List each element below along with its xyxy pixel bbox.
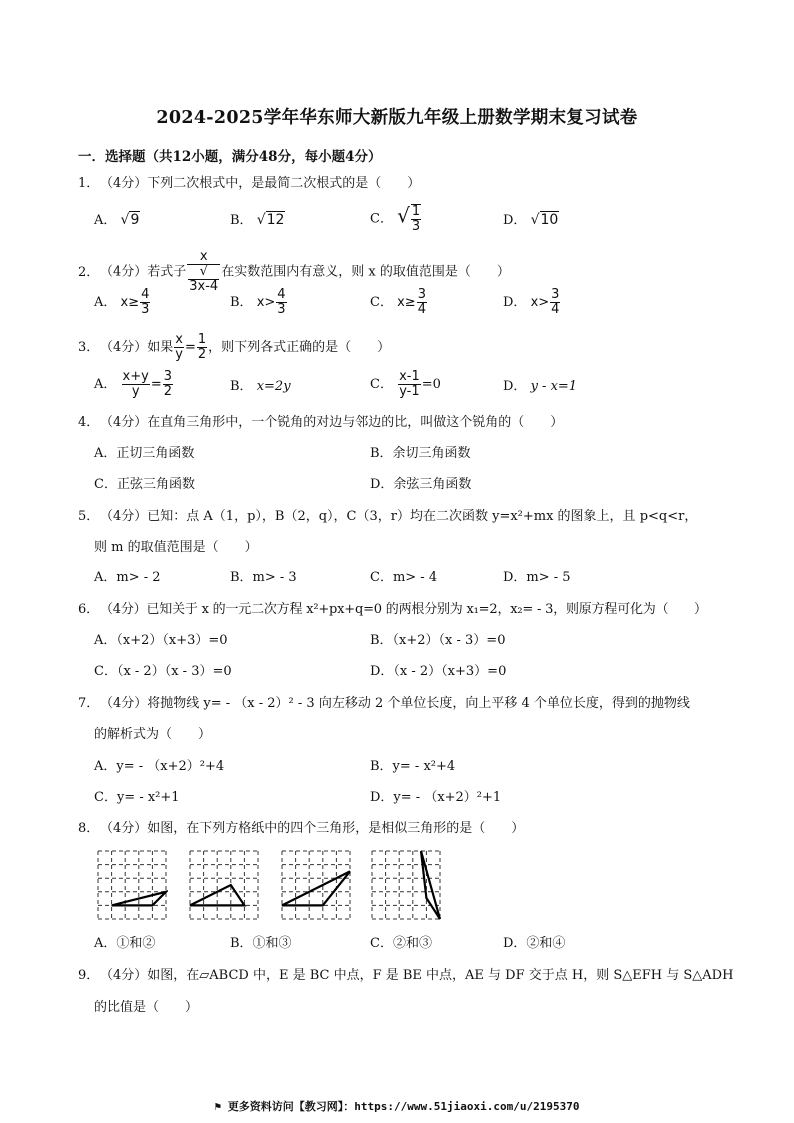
option-label: D． bbox=[503, 295, 527, 310]
question-3 bbox=[78, 333, 390, 362]
option-c[interactable]: C．正弦三角函数 bbox=[94, 477, 195, 492]
option-a[interactable] bbox=[94, 210, 140, 231]
question-number: 9． bbox=[78, 968, 100, 983]
question-number: 6． bbox=[78, 602, 99, 617]
option-b[interactable] bbox=[230, 288, 288, 317]
option-label: B． bbox=[230, 295, 253, 310]
option-label: A． bbox=[94, 295, 117, 310]
option-d[interactable]: D．②和④ bbox=[503, 936, 566, 951]
option-label: B． bbox=[230, 379, 253, 394]
question-text: （4分）如果 bbox=[100, 340, 174, 355]
option-b[interactable] bbox=[230, 210, 285, 231]
option-c[interactable] bbox=[370, 288, 428, 317]
grid-figure-2 bbox=[188, 849, 260, 921]
option-b[interactable]: B．y= - x²+4 bbox=[370, 759, 456, 774]
grid-figure-3 bbox=[280, 849, 352, 921]
fraction bbox=[140, 288, 150, 317]
option-b[interactable]: B．余切三角函数 bbox=[370, 446, 471, 461]
fraction bbox=[276, 288, 286, 317]
option-c[interactable]: C．（x - 2）（x - 3）=0 bbox=[94, 664, 232, 679]
denominator: 4 bbox=[551, 302, 560, 317]
question-text: （4分）如图，在▱ABCD 中，E 是 BC 中点，F 是 BE 中点，AE 与 DF 交于点 H，则 S△EFH 与 S△ADH bbox=[100, 968, 734, 983]
question-text: （4分）已知：点 A（1，p），B（2，q），C（3，r）均在二次函数 y=x²+mx 的图象上，且 p<q<r， bbox=[100, 509, 698, 524]
numerator: 3 bbox=[163, 369, 172, 384]
fraction bbox=[187, 250, 220, 294]
option-text: y - x=1 bbox=[530, 379, 578, 394]
option-c[interactable] bbox=[370, 370, 441, 399]
section-heading: 一．选择题（共12小题，满分48分，每小题4分） bbox=[78, 149, 382, 165]
option-d[interactable]: D．y= - （x+2）²+1 bbox=[370, 790, 502, 805]
option-b[interactable]: B．①和③ bbox=[230, 936, 292, 951]
option-c[interactable]: C．②和③ bbox=[370, 936, 432, 951]
option-b[interactable] bbox=[230, 377, 291, 397]
radicand: 3x-4 bbox=[189, 279, 219, 294]
fraction bbox=[417, 288, 427, 317]
sqrt-expression: √10 bbox=[530, 212, 559, 228]
numerator: x-1 bbox=[399, 369, 420, 384]
question-6 bbox=[78, 600, 707, 620]
question-number: 7． bbox=[78, 696, 100, 711]
option-c[interactable] bbox=[370, 204, 422, 234]
relation: x≥ bbox=[397, 295, 416, 310]
option-label: B． bbox=[230, 213, 253, 228]
question-9-continued: 的比值是（ ） bbox=[94, 1000, 199, 1015]
page-title: 2024-2025学年华东师大新版九年级上册数学期末复习试卷 bbox=[156, 108, 638, 128]
question-number: 1． bbox=[78, 176, 100, 191]
equals: = bbox=[184, 340, 196, 355]
question-number: 4． bbox=[78, 415, 100, 430]
triangle-3 bbox=[282, 871, 350, 905]
numerator: 1 bbox=[197, 332, 207, 347]
option-text: x=2y bbox=[256, 379, 291, 394]
fraction bbox=[174, 333, 184, 362]
option-a[interactable]: A．m> - 2 bbox=[94, 570, 161, 585]
denominator: 2 bbox=[197, 347, 207, 362]
option-label: C． bbox=[370, 377, 393, 392]
option-a[interactable]: A．（x+2）（x+3）=0 bbox=[94, 633, 228, 648]
fraction bbox=[411, 204, 421, 234]
question-number: 5． bbox=[78, 509, 100, 524]
option-d[interactable] bbox=[503, 377, 577, 397]
fraction bbox=[163, 370, 173, 399]
question-9 bbox=[78, 966, 733, 986]
option-label: D． bbox=[503, 379, 527, 394]
option-a[interactable] bbox=[94, 370, 174, 399]
option-label: A． bbox=[94, 377, 117, 392]
option-c[interactable]: C．m> - 4 bbox=[370, 570, 438, 585]
question-5-continued: 则 m 的取值范围是（ ） bbox=[94, 540, 258, 555]
flag-icon: ⚑ bbox=[214, 1100, 228, 1113]
fraction bbox=[550, 288, 560, 317]
option-label: D． bbox=[503, 213, 527, 228]
question-7 bbox=[78, 694, 690, 714]
denominator: 4 bbox=[417, 302, 426, 317]
question-number: 2． bbox=[78, 264, 100, 280]
option-a[interactable]: A．正切三角函数 bbox=[94, 446, 195, 461]
fraction bbox=[398, 370, 421, 399]
denominator: 3 bbox=[277, 302, 286, 317]
option-label: C． bbox=[370, 295, 393, 310]
radicand: 12 bbox=[266, 212, 285, 228]
option-d[interactable]: D．m> - 5 bbox=[503, 570, 571, 585]
question-text-end: 在实数范围内有意义，则 x 的取值范围是（ ） bbox=[221, 264, 510, 280]
option-d[interactable]: D．余弦三角函数 bbox=[370, 477, 472, 492]
numerator: 3 bbox=[551, 287, 560, 302]
sqrt-symbol: √ bbox=[397, 203, 410, 228]
denominator: 3 bbox=[411, 219, 421, 234]
option-b[interactable]: B．m> - 3 bbox=[230, 570, 297, 585]
option-c[interactable]: C．y= - x²+1 bbox=[94, 790, 180, 805]
denominator: y-1 bbox=[399, 384, 420, 399]
denominator: y bbox=[131, 384, 140, 399]
question-text: （4分）在直角三角形中，一个锐角的对边与邻边的比，叫做这个锐角的（ ） bbox=[100, 415, 564, 430]
grid-figure-1 bbox=[96, 849, 168, 921]
question-number: 8． bbox=[78, 821, 100, 836]
sqrt-expression: √9 bbox=[120, 212, 140, 228]
footer-link[interactable] bbox=[0, 1098, 794, 1114]
numerator: 4 bbox=[277, 287, 286, 302]
equals: =0 bbox=[421, 377, 441, 392]
numerator: x bbox=[175, 332, 183, 347]
fraction bbox=[197, 333, 207, 362]
option-d[interactable] bbox=[503, 210, 559, 231]
option-d[interactable] bbox=[503, 288, 561, 317]
equals: = bbox=[150, 377, 162, 392]
numerator: 3 bbox=[417, 287, 426, 302]
denominator: √ 3x-4 bbox=[189, 264, 219, 294]
option-a[interactable]: A．y= - （x+2）²+4 bbox=[94, 759, 225, 774]
radicand: 9 bbox=[130, 212, 140, 228]
question-text-end: ，则下列各式正确的是（ ） bbox=[208, 340, 391, 355]
footer-text: 更多资料访问【教习网】：https://www.51jiaoxi.com/u/2195370 bbox=[227, 1100, 580, 1113]
denominator: y bbox=[175, 347, 183, 362]
sqrt-expression: √12 bbox=[256, 212, 285, 228]
triangle-4 bbox=[421, 851, 440, 919]
numerator: 4 bbox=[141, 287, 150, 302]
numerator: 1 bbox=[411, 204, 421, 219]
numerator: x bbox=[187, 250, 220, 265]
denominator: 2 bbox=[163, 384, 172, 399]
relation: x> bbox=[256, 295, 276, 310]
question-text: （4分）下列二次根式中，是最简二次根式的是（ ） bbox=[100, 176, 421, 191]
grid-figure-4 bbox=[370, 849, 442, 921]
question-8 bbox=[78, 819, 524, 839]
option-label: C． bbox=[370, 211, 393, 227]
relation: x> bbox=[530, 295, 550, 310]
fraction bbox=[122, 370, 150, 399]
question-text: （4分）将抛物线 y= - （x - 2）² - 3 向左移动 2 个单位长度，向上平移 4 个单位长度，得到的抛物线 bbox=[100, 696, 690, 711]
question-7-continued: 的解析式为（ ） bbox=[94, 727, 212, 742]
denominator: 3 bbox=[141, 302, 150, 317]
question-4 bbox=[78, 413, 563, 433]
question-text: （4分）如图，在下列方格纸中的四个三角形，是相似三角形的是（ ） bbox=[100, 821, 525, 836]
radicand: 10 bbox=[540, 212, 559, 228]
option-label: A． bbox=[94, 213, 117, 228]
option-d[interactable]: D．（x - 2）（x+3）=0 bbox=[370, 664, 507, 679]
question-text: （4分）若式子 bbox=[100, 264, 187, 280]
option-b[interactable]: B．（x+2）（x - 3）=0 bbox=[370, 633, 506, 648]
question-5 bbox=[78, 507, 697, 527]
numerator: x+y bbox=[122, 369, 149, 384]
question-text: （4分）已知关于 x 的一元二次方程 x²+px+q=0 的两根分别为 x₁=2，x₂= - 3，则原方程可化为（ ） bbox=[100, 602, 707, 617]
relation: x≥ bbox=[120, 295, 140, 310]
question-1 bbox=[78, 174, 420, 194]
option-a[interactable] bbox=[94, 288, 151, 317]
option-a[interactable]: A．①和② bbox=[94, 936, 156, 951]
question-number: 3． bbox=[78, 340, 100, 355]
